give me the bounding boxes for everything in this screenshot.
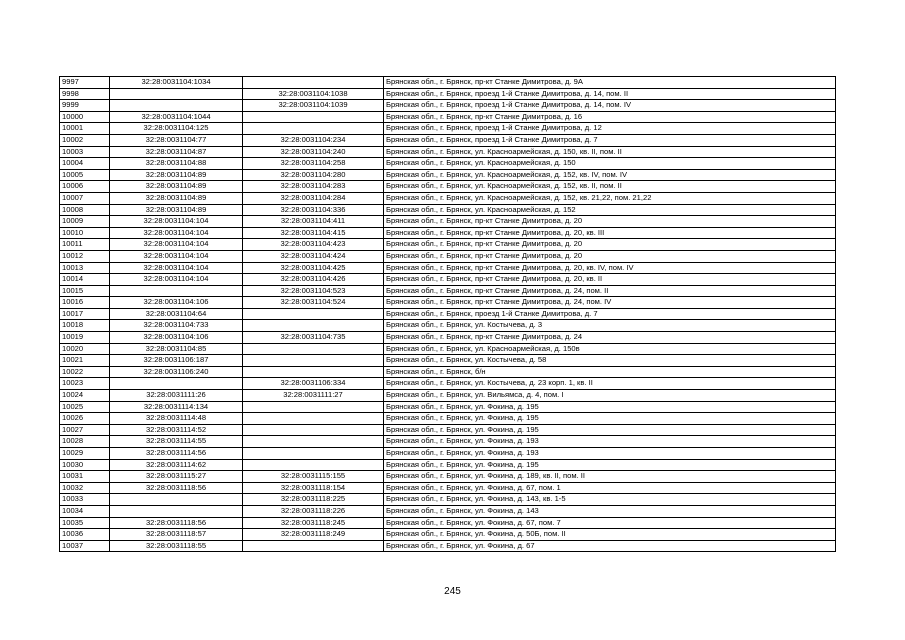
cadastral-number-object-cell: 32:28:0031104:424 [243,250,384,262]
table-row [60,401,836,413]
cadastral-number-object-cell [243,448,384,460]
row-number-cell: 10028 [60,436,110,448]
cadastral-number-object-cell [243,123,384,135]
table-row [60,250,836,262]
table-row [60,424,836,436]
registry-table-body [60,77,836,552]
address-cell: Брянская обл., г. Брянск, ул. Фокина, д. 50Б, пом. II [384,529,836,541]
row-number-cell: 10032 [60,482,110,494]
row-number-cell: 10003 [60,146,110,158]
row-number-cell: 10026 [60,413,110,425]
table-row [60,482,836,494]
cadastral-number-object-cell: 32:28:0031104:415 [243,227,384,239]
row-number-cell: 9998 [60,88,110,100]
cadastral-number-object-cell: 32:28:0031118:226 [243,505,384,517]
cadastral-number-land-cell: 32:28:0031104:64 [110,308,243,320]
row-number-cell: 10018 [60,320,110,332]
address-cell: Брянская обл., г. Брянск, пр-кт Станке Димитрова, д. 20, кв. IV, пом. IV [384,262,836,274]
address-cell: Брянская обл., г. Брянск, ул. Красноармейская, д. 152, кв. 21,22, пом. 21,22 [384,192,836,204]
cadastral-number-land-cell: 32:28:0031118:56 [110,517,243,529]
cadastral-number-land-cell: 32:28:0031104:88 [110,158,243,170]
row-number-cell: 10024 [60,390,110,402]
cadastral-number-land-cell: 32:28:0031106:240 [110,366,243,378]
row-number-cell: 10017 [60,308,110,320]
cadastral-number-object-cell: 32:28:0031104:423 [243,239,384,251]
cadastral-number-object-cell: 32:28:0031118:154 [243,482,384,494]
address-cell: Брянская обл., г. Брянск, пр-кт Станке Димитрова, д. 24, пом. II [384,285,836,297]
address-cell: Брянская обл., г. Брянск, ул. Фокина, д. 189, кв. II, пом. II [384,471,836,483]
address-cell: Брянская обл., г. Брянск, ул. Фокина, д. 67, пом. 7 [384,517,836,529]
cadastral-number-land-cell [110,100,243,112]
address-cell: Брянская обл., г. Брянск, ул. Красноармейская, д. 152, кв. IV, пом. IV [384,169,836,181]
cadastral-number-land-cell: 32:28:0031104:104 [110,250,243,262]
address-cell: Брянская обл., г. Брянск, ул. Красноармейская, д. 152 [384,204,836,216]
address-cell: Брянская обл., г. Брянск, ул. Красноармейская, д. 152, кв. II, пом. II [384,181,836,193]
address-cell: Брянская обл., г. Брянск, ул. Фокина, д. 143, кв. 1-5 [384,494,836,506]
row-number-cell: 10010 [60,227,110,239]
cadastral-number-object-cell: 32:28:0031104:283 [243,181,384,193]
cadastral-number-object-cell [243,366,384,378]
address-cell: Брянская обл., г. Брянск, ул. Фокина, д. 195 [384,413,836,425]
cadastral-number-object-cell: 32:28:0031118:245 [243,517,384,529]
page-number: 245 [444,586,461,597]
cadastral-number-object-cell [243,424,384,436]
address-cell: Брянская обл., г. Брянск, проезд 1-й Станке Димитрова, д. 14, пом. II [384,88,836,100]
table-row [60,494,836,506]
cadastral-number-object-cell: 32:28:0031104:280 [243,169,384,181]
row-number-cell: 10014 [60,274,110,286]
table-row [60,285,836,297]
row-number-cell: 10000 [60,111,110,123]
address-cell: Брянская обл., г. Брянск, ул. Вильямса, д. 4, пом. I [384,390,836,402]
address-cell: Брянская обл., г. Брянск, пр-кт Станке Димитрова, д. 24 [384,332,836,344]
row-number-cell: 10011 [60,239,110,251]
cadastral-number-object-cell: 32:28:0031104:524 [243,297,384,309]
row-number-cell: 10008 [60,204,110,216]
table-row [60,100,836,112]
address-cell: Брянская обл., г. Брянск, ул. Фокина, д. 193 [384,436,836,448]
cadastral-number-land-cell [110,285,243,297]
cadastral-number-land-cell: 32:28:0031104:104 [110,239,243,251]
address-cell: Брянская обл., г. Брянск, пр-кт Станке Димитрова, д. 20 [384,239,836,251]
table-row [60,378,836,390]
row-number-cell: 10021 [60,355,110,367]
address-cell: Брянская обл., г. Брянск, ул. Красноармейская, д. 150, кв. II, пом. II [384,146,836,158]
cadastral-number-object-cell: 32:28:0031104:1039 [243,100,384,112]
address-cell: Брянская обл., г. Брянск, ул. Костычева, д. 3 [384,320,836,332]
row-number-cell: 9997 [60,77,110,89]
cadastral-number-object-cell: 32:28:0031104:284 [243,192,384,204]
table-row [60,540,836,552]
cadastral-number-land-cell [110,494,243,506]
table-row [60,192,836,204]
table-row [60,413,836,425]
cadastral-number-object-cell [243,355,384,367]
row-number-cell: 10029 [60,448,110,460]
cadastral-number-object-cell: 32:28:0031104:336 [243,204,384,216]
table-row [60,274,836,286]
cadastral-number-land-cell: 32:28:0031104:106 [110,297,243,309]
row-number-cell: 10036 [60,529,110,541]
row-number-cell: 10015 [60,285,110,297]
row-number-cell: 10025 [60,401,110,413]
cadastral-number-object-cell: 32:28:0031104:411 [243,216,384,228]
cadastral-number-land-cell: 32:28:0031104:89 [110,204,243,216]
table-row [60,320,836,332]
cadastral-number-land-cell: 32:28:0031111:26 [110,390,243,402]
cadastral-number-land-cell: 32:28:0031106:187 [110,355,243,367]
cadastral-number-land-cell: 32:28:0031114:134 [110,401,243,413]
cadastral-number-land-cell [110,88,243,100]
cadastral-number-object-cell: 32:28:0031104:426 [243,274,384,286]
cadastral-number-land-cell: 32:28:0031104:104 [110,216,243,228]
cadastral-number-land-cell: 32:28:0031114:56 [110,448,243,460]
row-number-cell: 10012 [60,250,110,262]
row-number-cell: 10006 [60,181,110,193]
row-number-cell: 10035 [60,517,110,529]
address-cell: Брянская обл., г. Брянск, проезд 1-й Станке Димитрова, д. 7 [384,308,836,320]
address-cell: Брянская обл., г. Брянск, ул. Красноармейская, д. 150в [384,343,836,355]
address-cell: Брянская обл., г. Брянск, пр-кт Станке Димитрова, д. 20 [384,250,836,262]
cadastral-number-object-cell [243,413,384,425]
registry-table [59,76,836,552]
row-number-cell: 10031 [60,471,110,483]
address-cell: Брянская обл., г. Брянск, ул. Фокина, д. 195 [384,424,836,436]
address-cell: Брянская обл., г. Брянск, пр-кт Станке Димитрова, д. 24, пом. IV [384,297,836,309]
table-row [60,505,836,517]
table-row [60,158,836,170]
cadastral-number-land-cell [110,505,243,517]
table-row [60,297,836,309]
cadastral-number-land-cell: 32:28:0031104:87 [110,146,243,158]
row-number-cell: 10027 [60,424,110,436]
cadastral-number-land-cell: 32:28:0031104:733 [110,320,243,332]
cadastral-number-land-cell: 32:28:0031104:85 [110,343,243,355]
cadastral-number-object-cell: 32:28:0031115:155 [243,471,384,483]
cadastral-number-land-cell [110,378,243,390]
table-row [60,88,836,100]
cadastral-number-object-cell: 32:28:0031106:334 [243,378,384,390]
cadastral-number-land-cell: 32:28:0031104:89 [110,181,243,193]
table-row [60,366,836,378]
row-number-cell: 10034 [60,505,110,517]
cadastral-number-land-cell: 32:28:0031114:55 [110,436,243,448]
cadastral-number-land-cell: 32:28:0031114:52 [110,424,243,436]
cadastral-number-object-cell: 32:28:0031104:240 [243,146,384,158]
row-number-cell: 10005 [60,169,110,181]
cadastral-number-land-cell: 32:28:0031114:48 [110,413,243,425]
table-row [60,146,836,158]
cadastral-number-land-cell: 32:28:0031104:104 [110,262,243,274]
cadastral-number-land-cell: 32:28:0031114:62 [110,459,243,471]
cadastral-number-land-cell: 32:28:0031104:89 [110,192,243,204]
address-cell: Брянская обл., г. Брянск, пр-кт Станке Димитрова, д. 20 [384,216,836,228]
address-cell: Брянская обл., г. Брянск, пр-кт Станке Димитрова, д. 20, кв. II [384,274,836,286]
address-cell: Брянская обл., г. Брянск, ул. Фокина, д. 195 [384,401,836,413]
table-row [60,332,836,344]
cadastral-number-object-cell [243,77,384,89]
table-row [60,355,836,367]
cadastral-number-object-cell [243,540,384,552]
cadastral-number-land-cell: 32:28:0031118:55 [110,540,243,552]
address-cell: Брянская обл., г. Брянск, ул. Фокина, д. 67 [384,540,836,552]
row-number-cell: 10007 [60,192,110,204]
cadastral-number-object-cell: 32:28:0031104:735 [243,332,384,344]
cadastral-number-object-cell: 32:28:0031104:425 [243,262,384,274]
table-row [60,134,836,146]
address-cell: Брянская обл., г. Брянск, пр-кт Станке Димитрова, д. 20, кв. III [384,227,836,239]
cadastral-number-land-cell: 32:28:0031104:104 [110,227,243,239]
address-cell: Брянская обл., г. Брянск, ул. Костычева, д. 23 корп. 1, кв. II [384,378,836,390]
cadastral-number-object-cell [243,459,384,471]
table-row [60,343,836,355]
table-row [60,77,836,89]
row-number-cell: 10009 [60,216,110,228]
cadastral-number-land-cell: 32:28:0031104:77 [110,134,243,146]
row-number-cell: 10020 [60,343,110,355]
table-row [60,471,836,483]
cadastral-number-object-cell [243,343,384,355]
cadastral-number-object-cell: 32:28:0031104:234 [243,134,384,146]
cadastral-number-object-cell [243,308,384,320]
table-row [60,308,836,320]
cadastral-number-object-cell [243,320,384,332]
row-number-cell: 10019 [60,332,110,344]
address-cell: Брянская обл., г. Брянск, ул. Костычева, д. 58 [384,355,836,367]
row-number-cell: 10016 [60,297,110,309]
cadastral-number-land-cell: 32:28:0031115:27 [110,471,243,483]
table-row [60,216,836,228]
table-row [60,111,836,123]
table-row [60,227,836,239]
cadastral-number-object-cell: 32:28:0031111:27 [243,390,384,402]
cadastral-number-object-cell: 32:28:0031104:258 [243,158,384,170]
cadastral-number-object-cell [243,111,384,123]
cadastral-number-land-cell: 32:28:0031118:56 [110,482,243,494]
table-row [60,204,836,216]
table-row [60,448,836,460]
row-number-cell: 10002 [60,134,110,146]
address-cell: Брянская обл., г. Брянск, ул. Фокина, д. 67, пом. 1 [384,482,836,494]
cadastral-number-object-cell: 32:28:0031104:1038 [243,88,384,100]
table-row [60,436,836,448]
address-cell: Брянская обл., г. Брянск, ул. Фокина, д. 143 [384,505,836,517]
row-number-cell: 10001 [60,123,110,135]
cadastral-number-object-cell [243,401,384,413]
address-cell: Брянская обл., г. Брянск, пр-кт Станке Димитрова, д. 16 [384,111,836,123]
cadastral-number-land-cell: 32:28:0031104:106 [110,332,243,344]
address-cell: Брянская обл., г. Брянск, ул. Фокина, д. 193 [384,448,836,460]
address-cell: Брянская обл., г. Брянск, б/н [384,366,836,378]
address-cell: Брянская обл., г. Брянск, проезд 1-й Станке Димитрова, д. 12 [384,123,836,135]
table-row [60,390,836,402]
table-row [60,181,836,193]
row-number-cell: 10004 [60,158,110,170]
cadastral-number-land-cell: 32:28:0031104:1034 [110,77,243,89]
row-number-cell: 10022 [60,366,110,378]
cadastral-number-object-cell: 32:28:0031118:249 [243,529,384,541]
row-number-cell: 10030 [60,459,110,471]
cadastral-number-land-cell: 32:28:0031104:125 [110,123,243,135]
row-number-cell: 10037 [60,540,110,552]
table-row [60,169,836,181]
table-row [60,239,836,251]
address-cell: Брянская обл., г. Брянск, ул. Фокина, д. 195 [384,459,836,471]
table-row [60,459,836,471]
cadastral-number-object-cell [243,436,384,448]
table-row [60,123,836,135]
row-number-cell: 10013 [60,262,110,274]
cadastral-number-land-cell: 32:28:0031118:57 [110,529,243,541]
cadastral-number-land-cell: 32:28:0031104:1044 [110,111,243,123]
address-cell: Брянская обл., г. Брянск, проезд 1-й Станке Димитрова, д. 14, пом. IV [384,100,836,112]
table-row [60,262,836,274]
cadastral-number-object-cell: 32:28:0031104:523 [243,285,384,297]
row-number-cell: 10033 [60,494,110,506]
address-cell: Брянская обл., г. Брянск, ул. Красноармейская, д. 150 [384,158,836,170]
row-number-cell: 9999 [60,100,110,112]
address-cell: Брянская обл., г. Брянск, проезд 1-й Станке Димитрова, д. 7 [384,134,836,146]
cadastral-number-land-cell: 32:28:0031104:89 [110,169,243,181]
cadastral-number-land-cell: 32:28:0031104:104 [110,274,243,286]
address-cell: Брянская обл., г. Брянск, пр-кт Станке Димитрова, д. 9А [384,77,836,89]
cadastral-number-object-cell: 32:28:0031118:225 [243,494,384,506]
table-row [60,529,836,541]
row-number-cell: 10023 [60,378,110,390]
table-row [60,517,836,529]
